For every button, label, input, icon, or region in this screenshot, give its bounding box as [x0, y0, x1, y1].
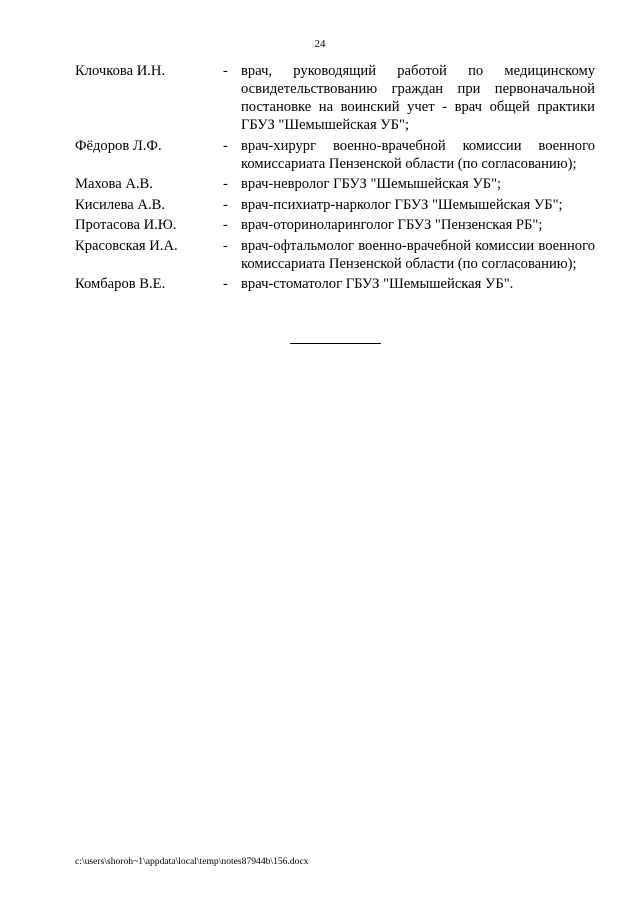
member-role: врач-офтальмолог военно-врачебной комиссии военного комиссариата Пензенской области (по согласованию);: [241, 237, 595, 272]
member-role: врач-психиатр-нарколог ГБУЗ "Шемышейская УБ";: [241, 196, 563, 213]
member-name: Махова А.В.: [75, 176, 153, 192]
member-name: Протасова И.Ю.: [75, 217, 177, 233]
member-dash: -: [223, 237, 228, 254]
end-of-list-divider: [290, 343, 381, 344]
member-dash: -: [223, 196, 228, 213]
member-dash: -: [223, 137, 228, 154]
member-role: врач-оториноларинголог ГБУЗ "Пензенская РБ";: [241, 217, 543, 233]
commission-members-list: [75, 62, 595, 296]
member-name: Красовская И.А.: [75, 237, 178, 254]
member-row: [75, 196, 595, 214]
member-row: [75, 62, 595, 134]
member-dash: -: [223, 276, 228, 292]
member-name: Фёдоров Л.Ф.: [75, 137, 162, 154]
footer-file-path: c:\users\shoroh~1\appdata\local\temp\notes87944b\156.docx: [75, 856, 309, 867]
member-row: [75, 175, 595, 193]
member-role: врач, руководящий работой по медицинскому освидетельствованию граждан при первоначальной постановке на воинский учет - врач общей практики ГБУЗ "Шемышейская УБ";: [241, 63, 595, 133]
member-row: [75, 237, 595, 273]
member-name: Комбаров В.Е.: [75, 276, 166, 292]
member-row: [75, 216, 595, 234]
member-dash: -: [223, 63, 228, 79]
member-row: [75, 137, 595, 173]
member-role: врач-невролог ГБУЗ "Шемышейская УБ";: [241, 176, 502, 192]
member-name: Кисилева А.В.: [75, 196, 165, 213]
member-role: врач-стоматолог ГБУЗ "Шемышейская УБ".: [241, 276, 514, 292]
page-number: 24: [314, 38, 326, 50]
member-role: врач-хирург военно-врачебной комиссии военного комиссариата Пензенской области (по согласованию);: [241, 137, 595, 172]
member-dash: -: [223, 217, 228, 233]
member-name: Клочкова И.Н.: [75, 63, 166, 79]
member-dash: -: [223, 176, 228, 192]
member-row: [75, 275, 595, 293]
